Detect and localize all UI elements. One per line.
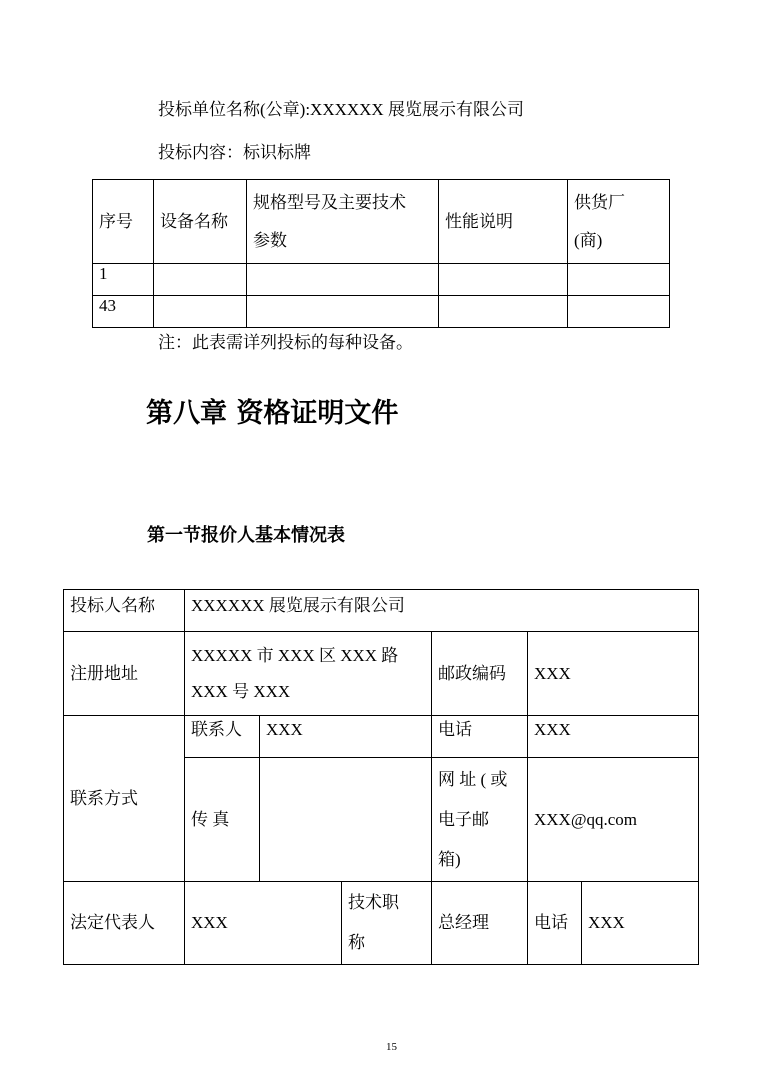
- cell-spec: [247, 296, 439, 328]
- header-supplier: [568, 180, 670, 264]
- row-legal-rep: [64, 882, 699, 965]
- bidder-name-label: 投标人名称: [64, 590, 185, 632]
- address-line1: XXXXX 市 XXX 区 XXX 路: [191, 645, 399, 665]
- phone-label: 电话: [432, 716, 528, 758]
- page-number: 15: [386, 1041, 397, 1053]
- address-line2: XXX 号 XXX: [191, 681, 291, 701]
- cell-index: 1: [93, 264, 154, 296]
- header-spec-line2: 参数: [253, 230, 287, 250]
- website-label-line2: 电子邮: [438, 809, 489, 829]
- fax-value: [260, 758, 432, 882]
- phone-value: XXX: [528, 716, 699, 758]
- tech-title-line1: 技术职: [348, 893, 399, 912]
- cell-device-name: [154, 296, 247, 328]
- bidder-name-value: XXXXXX 展览展示有限公司: [185, 590, 699, 632]
- legal-rep-value: XXX: [185, 882, 342, 965]
- address-label: 注册地址: [64, 632, 185, 716]
- row-address: [64, 632, 699, 716]
- bid-content-line: 投标内容：标识标牌: [158, 143, 311, 162]
- header-supplier-line2: (商): [574, 230, 603, 250]
- legal-rep-label: 法定代表人: [64, 882, 185, 965]
- bidder-info-table: [63, 589, 699, 965]
- cell-supplier: [568, 296, 670, 328]
- gm-phone-label: 电话: [528, 882, 582, 965]
- general-manager-label: 总经理: [432, 882, 528, 965]
- section-title: 第一节报价人基本情况表: [147, 525, 345, 546]
- table-row: [93, 296, 670, 328]
- table-row: [93, 264, 670, 296]
- row-bidder-name: [64, 590, 699, 632]
- tech-title-label: [342, 882, 432, 965]
- cell-spec: [247, 264, 439, 296]
- equipment-table-header-row: [93, 180, 670, 264]
- equipment-table: [92, 179, 670, 328]
- header-supplier-line1: 供货厂: [574, 192, 625, 212]
- contact-person-value: XXX: [260, 716, 432, 758]
- fax-label: 传 真: [185, 758, 260, 882]
- website-label-line1: 网 址 ( 或: [438, 769, 508, 789]
- contact-person-label: 联系人: [185, 716, 260, 758]
- tech-title-line2: 称: [348, 933, 365, 952]
- chapter-title: 第八章 资格证明文件: [146, 398, 399, 429]
- header-device-name: 设备名称: [154, 180, 247, 264]
- header-index: 序号: [93, 180, 154, 264]
- website-value: XXX@qq.com: [528, 758, 699, 882]
- website-label-line3: 箱): [438, 849, 461, 869]
- header-performance: 性能说明: [439, 180, 568, 264]
- header-spec-line1: 规格型号及主要技术: [253, 192, 406, 212]
- header-spec: [247, 180, 439, 264]
- cell-supplier: [568, 264, 670, 296]
- row-contact-person: [64, 716, 699, 758]
- gm-phone-value: XXX: [582, 882, 699, 965]
- cell-performance: [439, 264, 568, 296]
- postcode-label: 邮政编码: [432, 632, 528, 716]
- cell-performance: [439, 296, 568, 328]
- website-label: [432, 758, 528, 882]
- bidder-name-line: 投标单位名称(公章):XXXXXX 展览展示有限公司: [158, 100, 524, 119]
- cell-device-name: [154, 264, 247, 296]
- postcode-value: XXX: [528, 632, 699, 716]
- address-value: [185, 632, 432, 716]
- cell-index: 43: [93, 296, 154, 328]
- table-note: 注：此表需详列投标的每种设备。: [158, 333, 413, 352]
- contact-method-label: 联系方式: [64, 716, 185, 882]
